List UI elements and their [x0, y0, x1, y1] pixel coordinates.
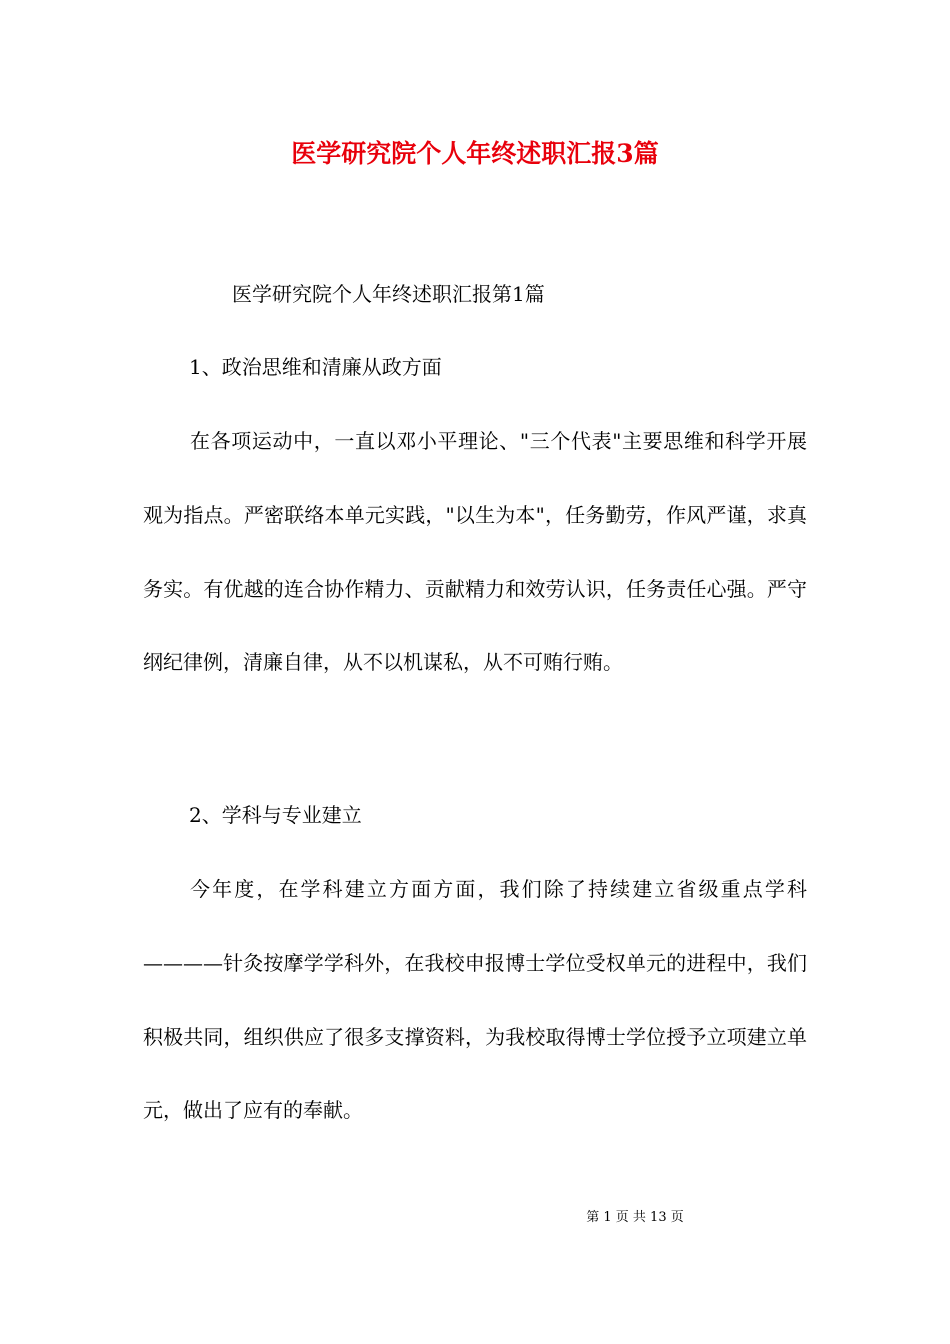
section-heading-1: 1、政治思维和清廉从政方面	[189, 355, 442, 379]
section-paragraph-1: 在各项运动中，一直以邓小平理论、"三个代表"主要思维和科学开展观为指点。严密联络本单元实践，"以生为本"，任务勤劳，作风严谨，求真务实。有优越的连合协作精力、贡献精力和效劳认识，任务责任心强。严守纲纪律例，清廉自律，从不以机谋私，从不可贿行贿。	[143, 429, 807, 675]
document-title: 医学研究院个人年终述职汇报3篇	[291, 139, 659, 168]
section-subtitle: 医学研究院个人年终述职汇报第1篇	[232, 282, 545, 306]
page-footer	[0, 1206, 950, 1230]
section-paragraph-2: 今年度，在学科建立方面方面，我们除了持续建立省级重点学科————针灸按摩学学科外，在我校申报博士学位受权单元的进程中，我们积极共同，组织供应了很多支撑资料，为我校取得博士学位授予立项建立单元，做出了应有的奉献。	[143, 877, 807, 1123]
page-number: 第 1 页 共 13 页	[586, 1210, 684, 1225]
section-heading-2: 2、学科与专业建立	[189, 803, 362, 827]
